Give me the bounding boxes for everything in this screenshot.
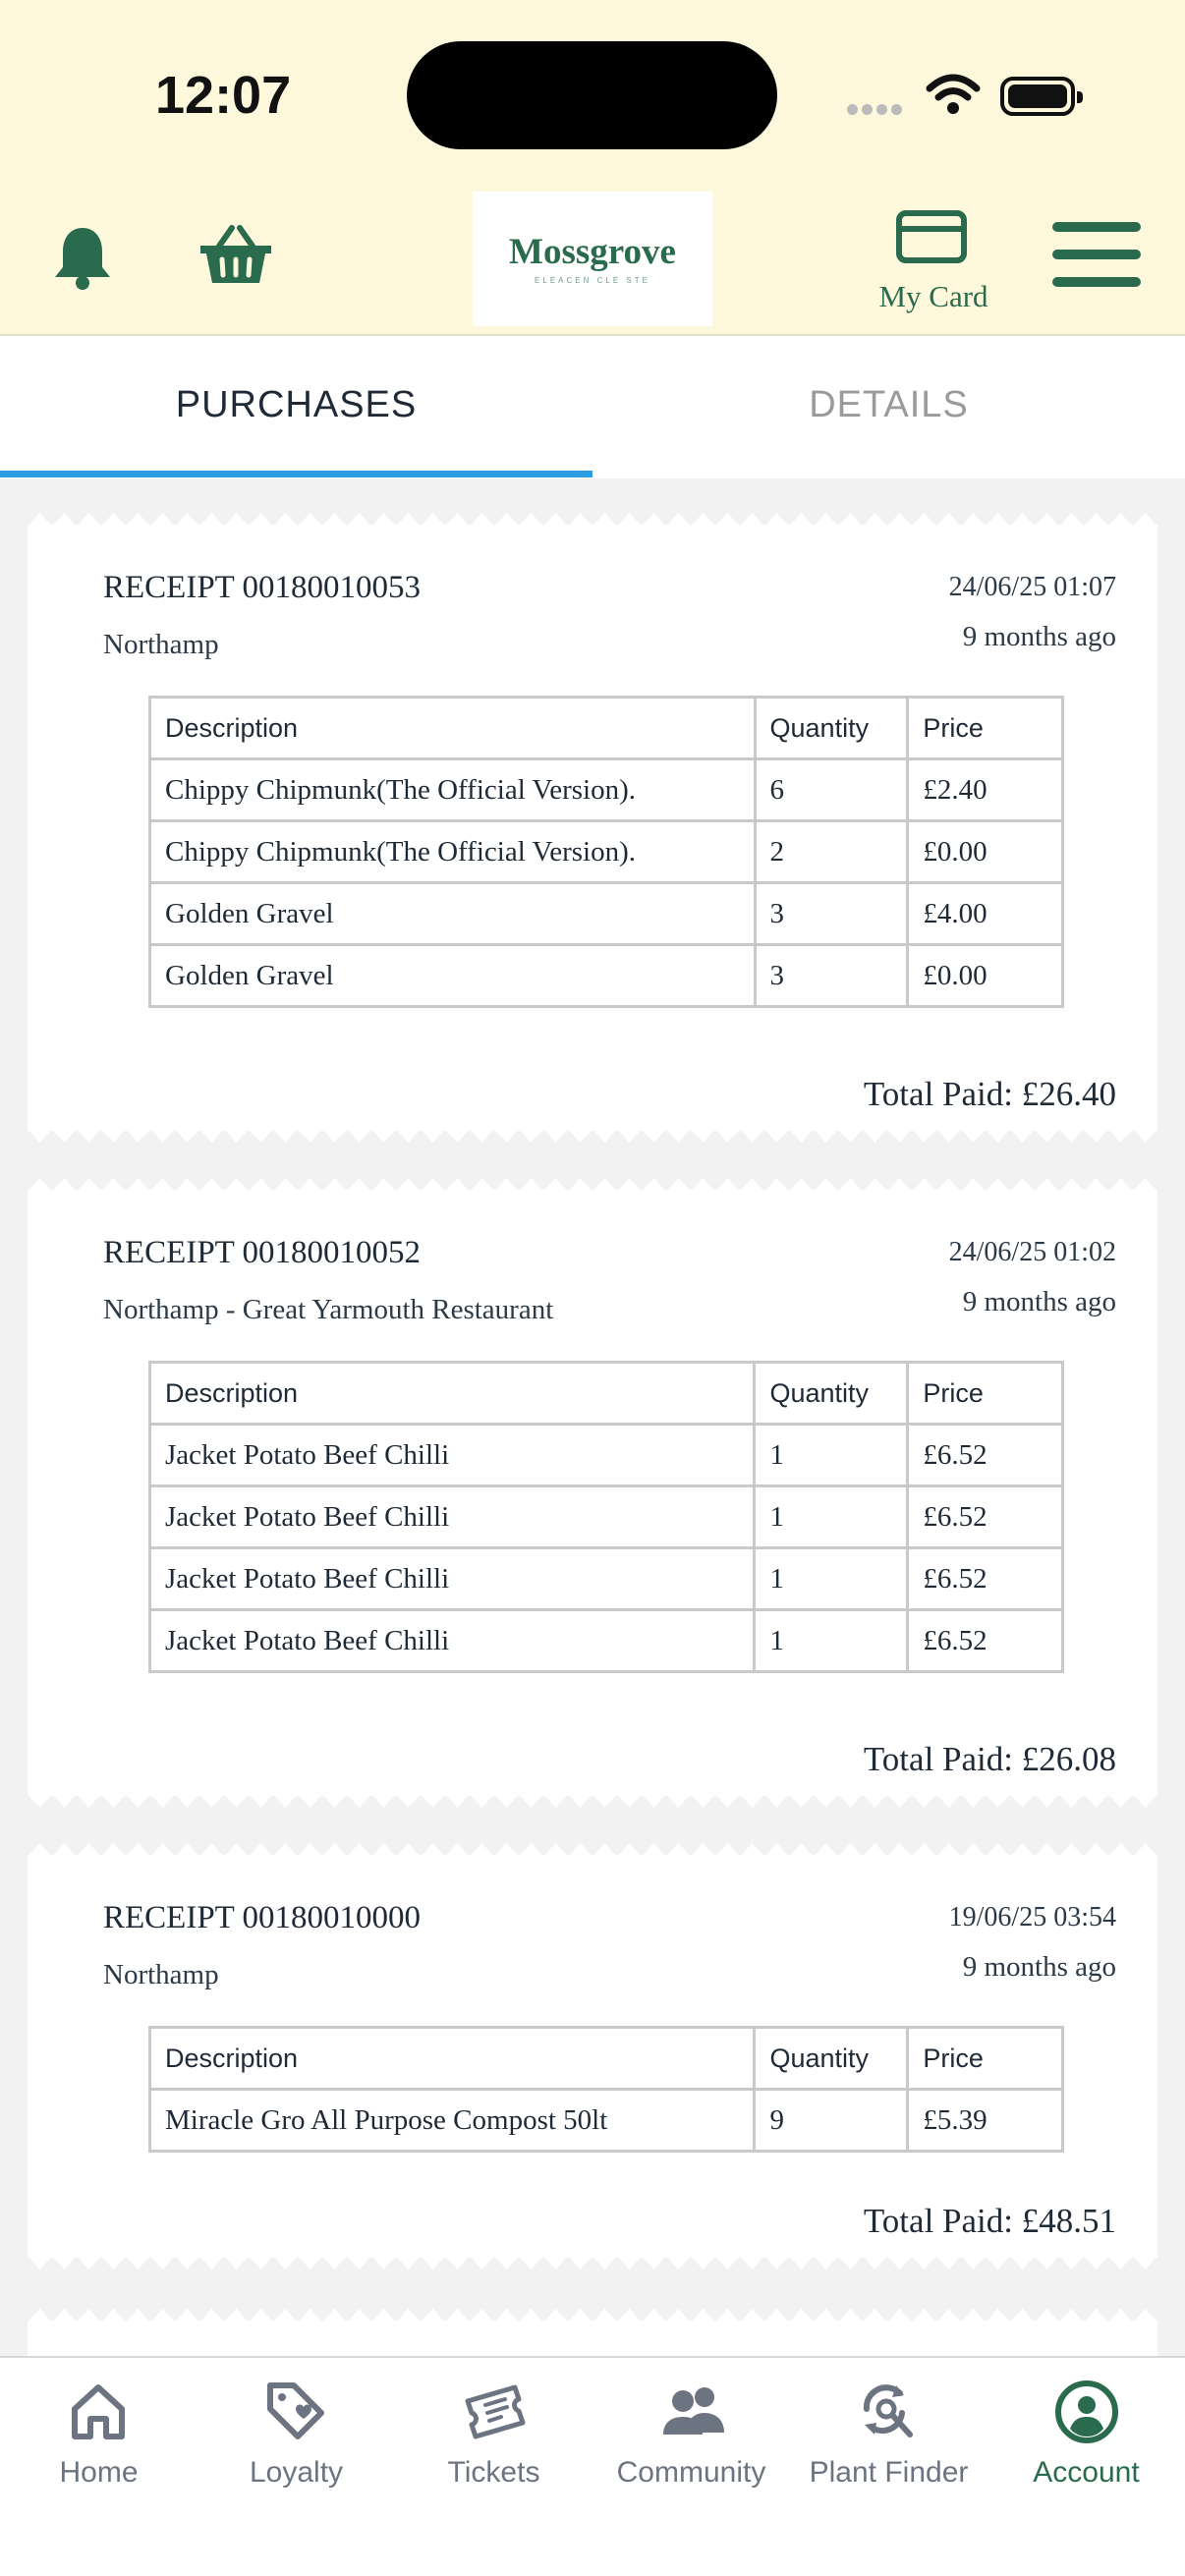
column-header-quantity: Quantity xyxy=(755,1363,908,1425)
column-header-description: Description xyxy=(150,2028,755,2090)
item-description: Miracle Gro All Purpose Compost 50lt xyxy=(150,2090,755,2152)
table-header-row xyxy=(150,698,1063,759)
card-icon[interactable] xyxy=(895,209,968,264)
table-row xyxy=(150,1486,1063,1548)
item-description: Jacket Potato Beef Chilli xyxy=(150,1548,755,1610)
table-row xyxy=(150,2090,1063,2152)
tab-details[interactable]: DETAILS xyxy=(809,384,969,425)
column-header-price: Price xyxy=(908,698,1063,759)
item-description: Golden Gravel xyxy=(150,883,756,945)
item-description: Chippy Chipmunk(The Official Version). xyxy=(150,821,756,883)
nav-home[interactable] xyxy=(0,2358,198,2515)
column-header-quantity: Quantity xyxy=(755,2028,908,2090)
column-header-price: Price xyxy=(908,1363,1063,1425)
active-tab-indicator xyxy=(0,471,592,477)
status-time: 12:07 xyxy=(155,66,292,125)
table-header-row xyxy=(150,1363,1063,1425)
nav-loyalty[interactable] xyxy=(198,2358,395,2515)
receipt-edge-top xyxy=(28,511,1157,527)
item-quantity: 1 xyxy=(755,1486,908,1548)
table-row xyxy=(150,1548,1063,1610)
item-description: Jacket Potato Beef Chilli xyxy=(150,1610,755,1672)
bell-icon[interactable] xyxy=(51,224,114,291)
column-header-price: Price xyxy=(908,2028,1063,2090)
nav-community[interactable] xyxy=(592,2358,790,2515)
battery-icon xyxy=(1000,77,1075,116)
column-header-quantity: Quantity xyxy=(755,698,908,759)
item-price: £6.52 xyxy=(908,1548,1063,1610)
item-price: £0.00 xyxy=(908,945,1063,1007)
receipt-date: 24/06/25 01:02 xyxy=(948,1237,1116,1267)
ticket-icon xyxy=(462,2380,529,2442)
logo-subtext: ELEACEN CLE STE xyxy=(535,276,650,285)
brand-logo[interactable] xyxy=(473,192,712,326)
receipt-total: Total Paid: £26.40 xyxy=(863,1075,1116,1113)
logo-text: Mossgrove xyxy=(509,232,676,272)
receipt-date: 19/06/25 03:54 xyxy=(948,1902,1116,1932)
basket-icon[interactable] xyxy=(198,224,273,287)
table-row xyxy=(150,1425,1063,1486)
receipt-edge-bottom xyxy=(28,2256,1157,2271)
item-description: Golden Gravel xyxy=(150,945,756,1007)
dynamic-island xyxy=(407,41,777,149)
nav-tickets[interactable] xyxy=(395,2358,592,2515)
app-header xyxy=(0,0,1185,336)
tab-bar xyxy=(0,336,1185,478)
receipt-card xyxy=(28,1190,1157,1796)
nav-community-label: Community xyxy=(616,2456,766,2489)
item-description: Chippy Chipmunk(The Official Version). xyxy=(150,759,756,821)
table-row xyxy=(150,821,1063,883)
home-icon xyxy=(67,2380,130,2442)
item-quantity: 6 xyxy=(755,759,908,821)
receipt-location: Northamp - Great Yarmouth Restaurant xyxy=(103,1294,554,1325)
nav-plant-finder-label: Plant Finder xyxy=(809,2456,969,2489)
signal-icon xyxy=(847,102,906,120)
receipt-items-table xyxy=(148,1361,1064,1673)
nav-loyalty-label: Loyalty xyxy=(249,2456,344,2489)
item-quantity: 1 xyxy=(755,1425,908,1486)
item-description: Jacket Potato Beef Chilli xyxy=(150,1486,755,1548)
receipt-card-partial xyxy=(28,2321,1157,2360)
item-quantity: 1 xyxy=(755,1548,908,1610)
item-price: £6.52 xyxy=(908,1486,1063,1548)
receipt-total: Total Paid: £48.51 xyxy=(863,2202,1116,2240)
table-row xyxy=(150,883,1063,945)
column-header-description: Description xyxy=(150,698,756,759)
table-row xyxy=(150,945,1063,1007)
status-icons xyxy=(847,69,1083,124)
receipt-items-table xyxy=(148,696,1064,1008)
nav-plant-finder[interactable] xyxy=(790,2358,988,2515)
receipt-items-table xyxy=(148,2026,1064,2153)
receipt-date: 24/06/25 01:07 xyxy=(948,572,1116,602)
receipt-location: Northamp xyxy=(103,629,219,660)
receipt-number: RECEIPT 00180010000 xyxy=(103,1900,421,1935)
wifi-icon xyxy=(926,73,981,116)
receipt-total: Total Paid: £26.08 xyxy=(863,1740,1116,1778)
receipt-relative-time: 9 months ago xyxy=(962,621,1116,652)
my-card-label[interactable]: My Card xyxy=(878,279,988,313)
receipt-location: Northamp xyxy=(103,1959,219,1990)
receipt-card xyxy=(28,1855,1157,2258)
nav-account[interactable] xyxy=(988,2358,1185,2515)
item-quantity: 9 xyxy=(755,2090,908,2152)
receipt-relative-time: 9 months ago xyxy=(962,1286,1116,1317)
item-price: £5.39 xyxy=(908,2090,1063,2152)
item-quantity: 3 xyxy=(755,945,908,1007)
tab-purchases[interactable]: PURCHASES xyxy=(175,384,418,425)
item-price: £0.00 xyxy=(908,821,1063,883)
item-quantity: 3 xyxy=(755,883,908,945)
menu-icon[interactable] xyxy=(1050,220,1143,289)
item-quantity: 2 xyxy=(755,821,908,883)
table-header-row xyxy=(150,2028,1063,2090)
table-row xyxy=(150,1610,1063,1672)
column-header-description: Description xyxy=(150,1363,755,1425)
nav-account-label: Account xyxy=(1033,2456,1140,2489)
nav-tickets-label: Tickets xyxy=(447,2456,540,2489)
item-price: £2.40 xyxy=(908,759,1063,821)
receipt-edge-bottom xyxy=(28,1794,1157,1810)
item-price: £6.52 xyxy=(908,1610,1063,1672)
item-price: £6.52 xyxy=(908,1425,1063,1486)
account-icon xyxy=(1054,2380,1119,2444)
people-icon xyxy=(659,2380,730,2442)
receipt-number: RECEIPT 00180010052 xyxy=(103,1235,421,1270)
table-row xyxy=(150,759,1063,821)
nav-home-label: Home xyxy=(59,2456,139,2489)
item-price: £4.00 xyxy=(908,883,1063,945)
item-quantity: 1 xyxy=(755,1610,908,1672)
receipt-edge-bottom xyxy=(28,1129,1157,1145)
receipt-edge-top xyxy=(28,1176,1157,1192)
receipt-relative-time: 9 months ago xyxy=(962,1951,1116,1983)
tag-heart-icon xyxy=(264,2380,327,2442)
search-refresh-icon xyxy=(857,2380,920,2442)
receipt-card xyxy=(28,525,1157,1131)
receipt-edge-top xyxy=(28,2307,1157,2323)
receipt-edge-top xyxy=(28,1841,1157,1857)
item-description: Jacket Potato Beef Chilli xyxy=(150,1425,755,1486)
receipt-number: RECEIPT 00180010053 xyxy=(103,570,421,605)
bottom-navigation xyxy=(0,2356,1185,2576)
